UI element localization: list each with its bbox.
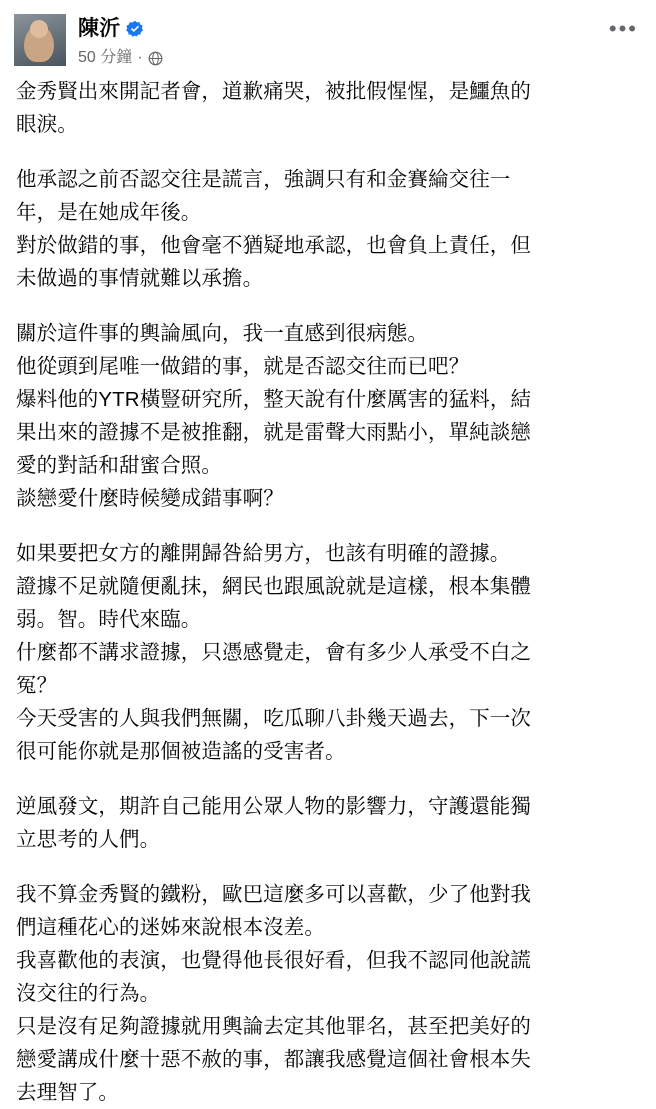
post-timestamp[interactable]: 50 分鐘 — [78, 49, 133, 66]
post-line: 戀愛講成什麼十惡不赦的事，都讓我感覺這個社會根本失 — [16, 1048, 531, 1071]
post-line: 談戀愛什麼時候變成錯事啊？ — [16, 487, 284, 510]
author-row — [78, 16, 601, 42]
post-line: 愛的對話和甜蜜合照。 — [16, 454, 222, 477]
post-line: 他承認之前否認交往是謊言，強調只有和金賽綸交往一 — [16, 168, 511, 191]
post-line: 眼淚。 — [16, 113, 78, 136]
post-meta — [78, 49, 601, 67]
post-line: 對於做錯的事，他會毫不猶疑地承認，也會負上責任，但 — [16, 234, 531, 257]
post-line: 今天受害的人與我們無關，吃瓜聊八卦幾天過去，下一次 — [16, 707, 531, 730]
post-line: 我不算金秀賢的鐵粉，歐巴這麼多可以喜歡，少了他對我 — [16, 883, 531, 906]
post-line: 他從頭到尾唯一做錯的事，就是否認交往而已吧？ — [16, 355, 470, 378]
post-line: 年，是在她成年後。 — [16, 201, 202, 224]
author-name[interactable]: 陳沂 — [78, 17, 121, 40]
post-line: 未做過的事情就難以承擔。 — [16, 267, 264, 290]
avatar-photo-subject-head — [30, 20, 48, 38]
post-line: 什麼都不講求證據，只憑感覺走，會有多少人承受不白之 — [16, 641, 531, 664]
post-header — [0, 0, 656, 73]
verified-badge-icon — [126, 20, 144, 38]
post-line: 關於這件事的輿論風向，我一直感到很病態。 — [16, 322, 428, 345]
post-paragraph — [16, 878, 642, 1109]
post-paragraph — [16, 790, 642, 856]
post-header-text — [66, 14, 601, 67]
post-line: 冤？ — [16, 674, 58, 697]
post-line: 我喜歡他的表演，也覺得他長很好看，但我不認同他說謊 — [16, 949, 531, 972]
post-line: 們這種花心的迷姊來說根本沒差。 — [16, 916, 325, 939]
post-line: 爆料他的YTR橫豎研究所，整天說有什麼厲害的猛料，結 — [16, 388, 532, 411]
post-paragraph — [16, 537, 642, 768]
post-line: 去理智了。 — [16, 1081, 119, 1104]
post-line: 沒交往的行為。 — [16, 982, 161, 1005]
post-paragraph — [16, 163, 642, 295]
post-line: 果出來的證據不是被推翻，就是雷聲大雨點小，單純談戀 — [16, 421, 531, 444]
meta-separator: · — [137, 49, 143, 66]
post-line: 逆風發文，期許自己能用公眾人物的影響力，守護還能獨 — [16, 795, 531, 818]
post-paragraph — [16, 75, 642, 141]
post-line: 金秀賢出來開記者會，道歉痛哭，被批假惺惺，是鱷魚的 — [16, 80, 531, 103]
post-options-menu-icon[interactable]: ••• — [608, 16, 638, 41]
globe-icon[interactable] — [148, 51, 163, 66]
post-line: 很可能你就是那個被造謠的受害者。 — [16, 740, 346, 763]
post-line: 立思考的人們。 — [16, 828, 161, 851]
post-line: 如果要把女方的離開歸咎給男方，也該有明確的證據。 — [16, 542, 511, 565]
post-line: 只是沒有足夠證據就用輿論去定其他罪名，甚至把美好的 — [16, 1015, 531, 1038]
avatar[interactable] — [14, 14, 66, 66]
post-paragraph — [16, 317, 642, 515]
post-line: 弱。智。時代來臨。 — [16, 608, 202, 631]
post-content — [0, 73, 656, 1109]
post-line: 證據不足就隨便亂抹，網民也跟風說就是這樣，根本集體 — [16, 575, 531, 598]
